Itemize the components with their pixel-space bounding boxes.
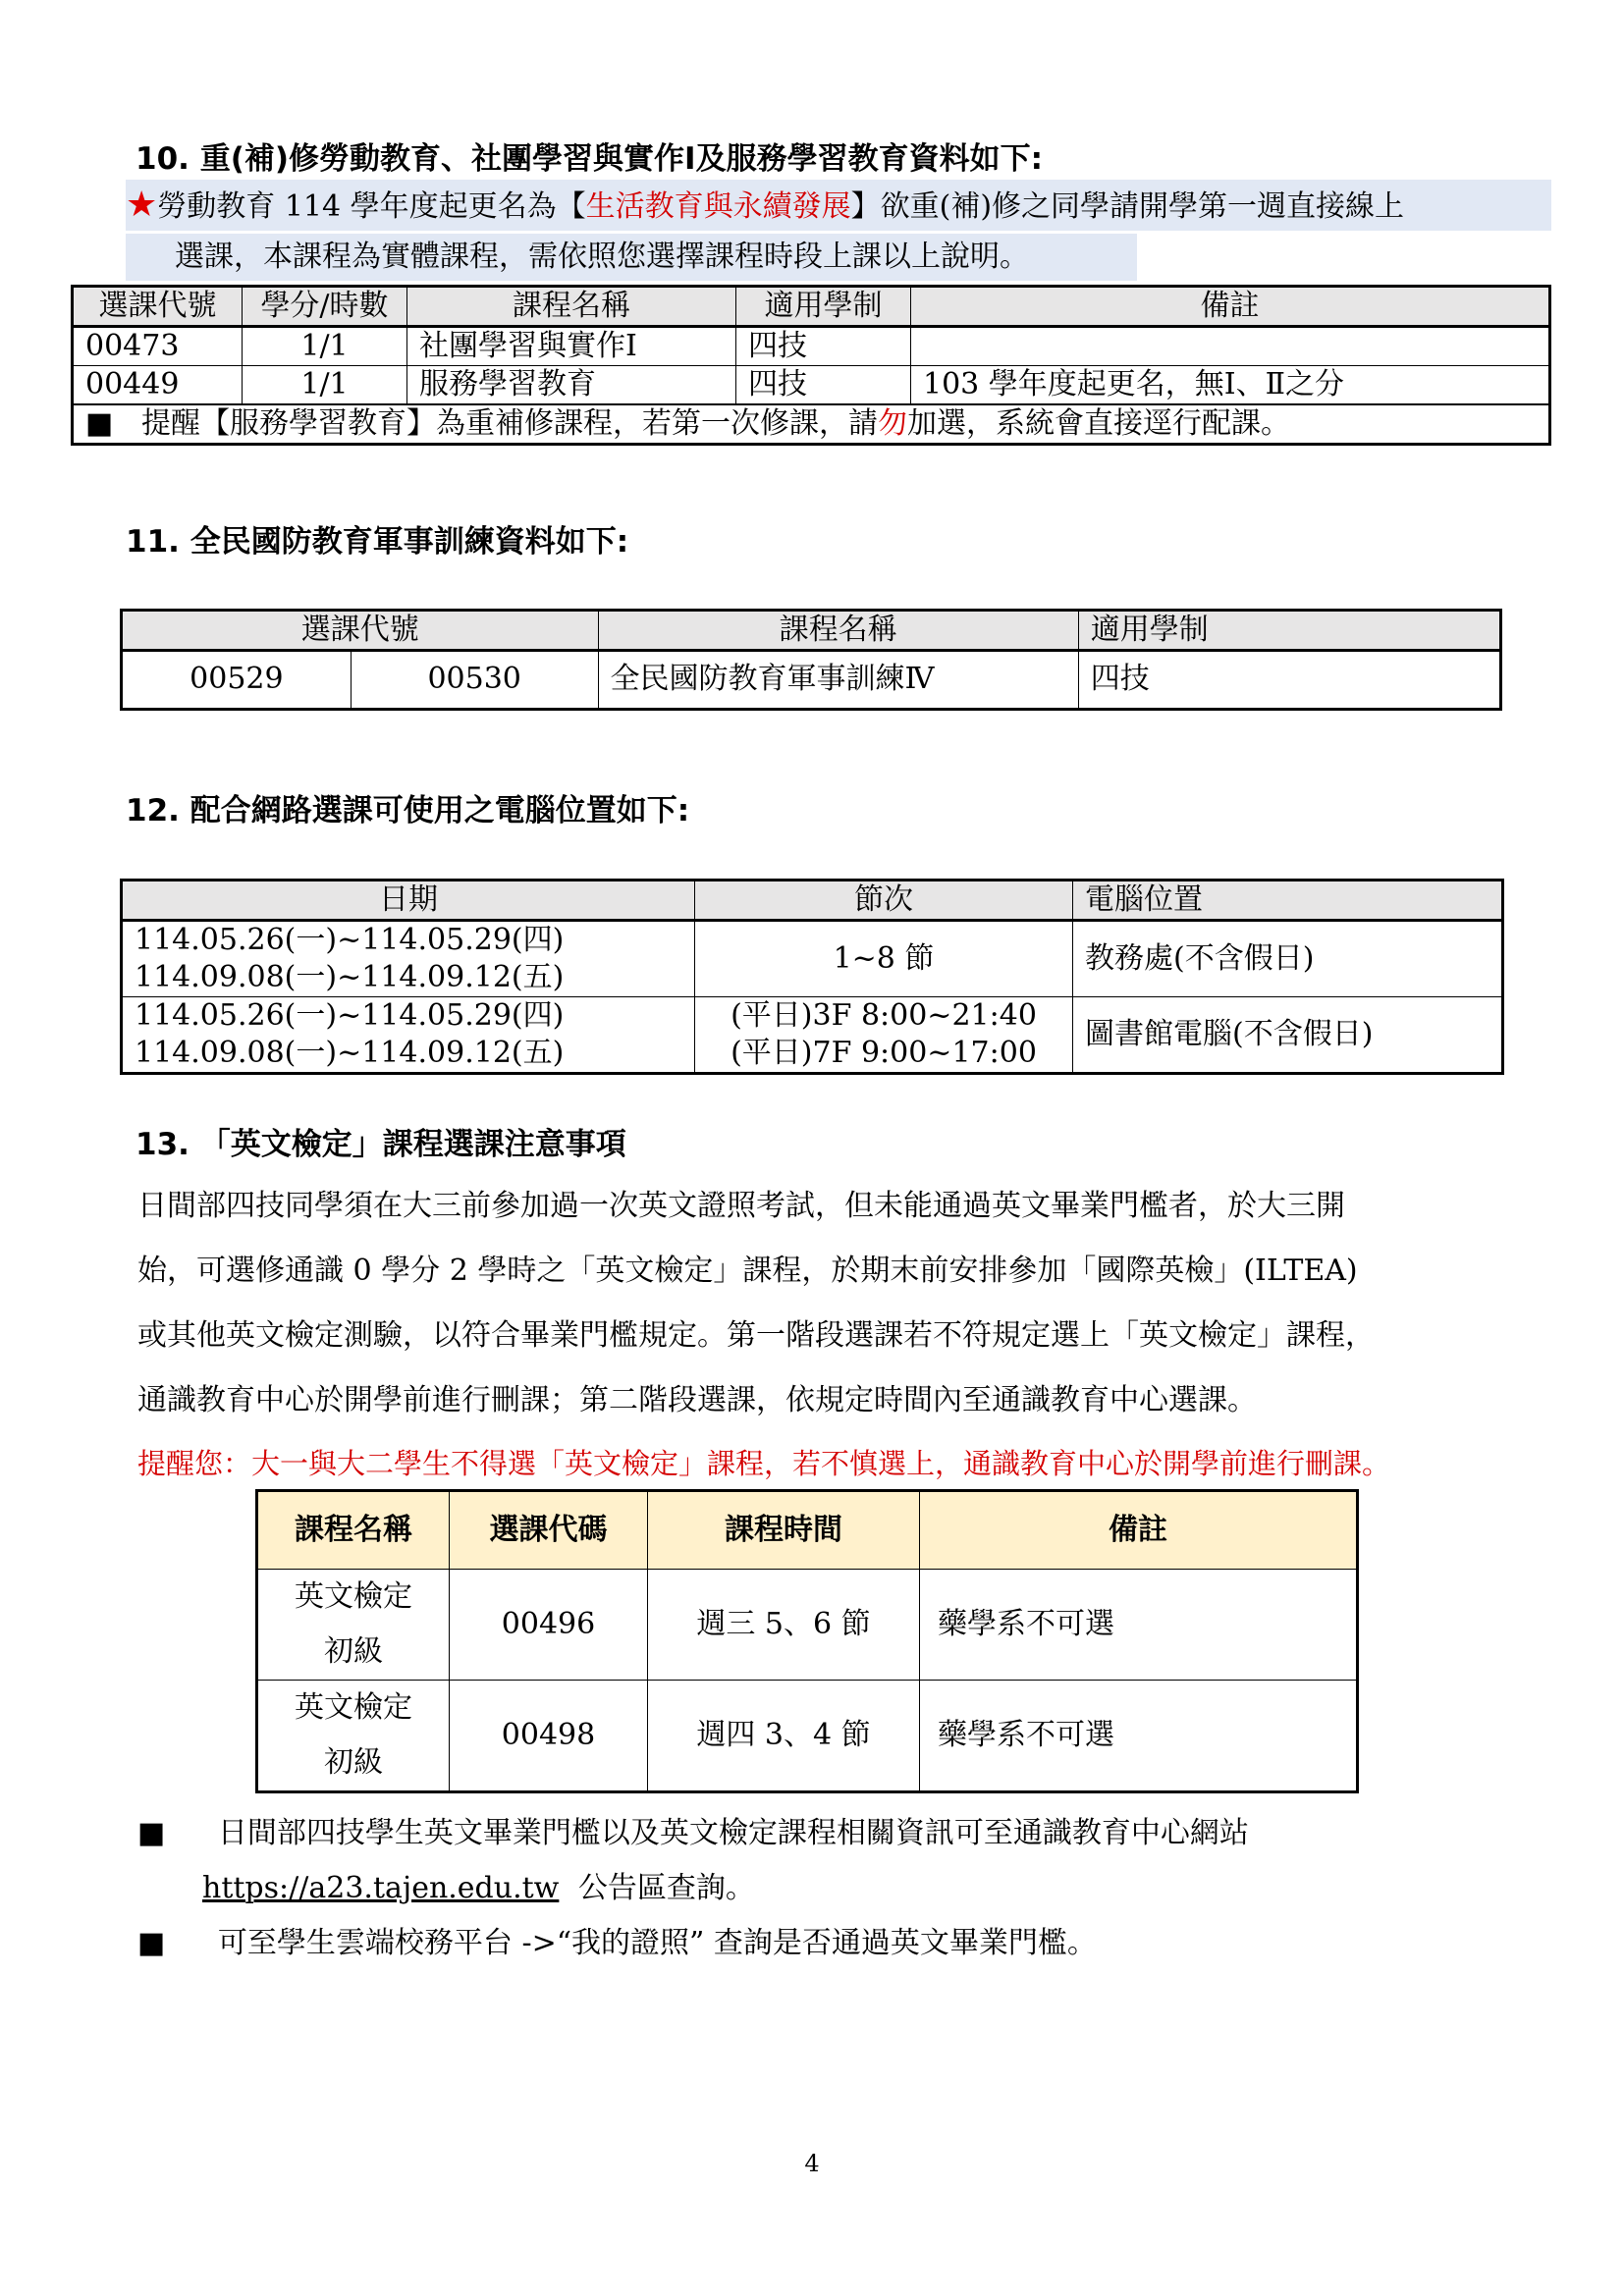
table-row: [257, 1681, 1358, 1792]
list-item: [137, 1806, 1249, 1861]
cell-name: 社團學習與實作Ⅰ: [407, 326, 736, 365]
header-program: 適用學制: [736, 287, 911, 327]
reminder-text-a: 提醒【服務學習教育】為重補修課程，若第一次修課，請: [140, 406, 878, 441]
header-course-code: 選課代碼: [450, 1491, 648, 1570]
cell-remarks: 藥學系不可選: [920, 1681, 1358, 1792]
date-line-2: 114.09.08(一)~114.09.12(五): [135, 959, 565, 994]
cell-period: [695, 920, 1073, 996]
cell-program: 四技: [736, 326, 911, 365]
table-row: [257, 1570, 1358, 1681]
defense-education-table: [120, 609, 1502, 711]
cell-remarks: 藥學系不可選: [920, 1570, 1358, 1681]
header-remarks: 備註: [920, 1491, 1358, 1570]
header-credits: 學分/時數: [243, 287, 407, 327]
header-course-name: 課程名稱: [407, 287, 736, 327]
first-second-year-warning: 提醒您：大一與大二學生不得選「英文檢定」課程，若不慎選上，通識教育中心於開學前進行刪課。: [137, 1447, 1391, 1480]
section-13-title: 13. 「英文檢定」課程選課注意事項: [135, 1127, 626, 1162]
cell-time: 週四 3、4 節: [648, 1681, 920, 1792]
english-test-table: [255, 1489, 1359, 1793]
english-test-paragraph: [137, 1174, 1375, 1433]
note-text-b: 】欲重(補)修之同學請開學第一週直接線上: [850, 189, 1405, 224]
cell-period: [695, 996, 1073, 1073]
bullet-list: [137, 1806, 1249, 1971]
period-line-1: (平日)3F 8:00~21:40: [731, 998, 1037, 1033]
reminder-cell: [73, 404, 1550, 444]
cell-location: 圖書館電腦(不含假日): [1073, 996, 1503, 1073]
cell-remarks: 103 學年度起更名，無Ⅰ、Ⅱ之分: [911, 365, 1550, 404]
retake-course-table: [71, 285, 1551, 446]
cell-location: 教務處(不含假日): [1073, 920, 1503, 996]
bullet-text: 日間部四技學生英文畢業門檻以及英文檢定課程相關資訊可至通識教育中心網站: [217, 1816, 1249, 1850]
header-program: 適用學制: [1078, 611, 1500, 651]
header-course-time: 課程時間: [648, 1491, 920, 1570]
reminder-text-red: 勿: [877, 406, 907, 441]
section-10-title: 10. 重(補)修勞動教育、社團學習與實作Ⅰ及服務學習教育資料如下:: [135, 141, 1043, 177]
cell-program: 四技: [1078, 650, 1500, 709]
cell-credits: 1/1: [243, 365, 407, 404]
labor-education-note-line2: 選課，本課程為實體課程，需依照您選擇課程時段上課以上說明。: [126, 234, 1137, 281]
cell-date: [122, 996, 695, 1073]
cell-program: 四技: [736, 365, 911, 404]
computer-location-table: [120, 879, 1504, 1075]
header-location: 電腦位置: [1073, 881, 1503, 921]
labor-education-note: [126, 180, 1551, 231]
website-link[interactable]: https://a23.tajen.edu.tw: [202, 1871, 560, 1905]
cell-code: 00473: [73, 326, 243, 365]
table-header-row: [257, 1491, 1358, 1570]
reminder-row: [73, 404, 1550, 444]
note-text-a: 勞動教育 114 學年度起更名為【: [157, 189, 586, 224]
cell-remarks: [911, 326, 1550, 365]
section-11-title: 11. 全民國防教育軍事訓練資料如下:: [126, 524, 629, 560]
header-course-code: 選課代號: [73, 287, 243, 327]
cell-code: 00498: [450, 1681, 648, 1792]
header-course-name: 課程名稱: [257, 1491, 450, 1570]
paragraph-line: 日間部四技同學須在大三前參加過一次英文證照考試，但未能通過英文畢業門檻者，於大三開: [137, 1189, 1345, 1223]
header-period: 節次: [695, 881, 1073, 921]
bullet-icon: ■: [85, 406, 114, 441]
list-item-continuation: [137, 1861, 1249, 1916]
cell-date: [122, 920, 695, 996]
cell-code: 00496: [450, 1570, 648, 1681]
date-line-2: 114.09.08(一)~114.09.12(五): [135, 1035, 565, 1070]
table-header-row: [122, 881, 1503, 921]
table-header-row: [73, 287, 1550, 327]
page-number: 4: [804, 2150, 820, 2177]
bullet-text-tail: 公告區查詢。: [577, 1871, 755, 1905]
cell-name: [257, 1681, 450, 1792]
period-line-2: (平日)7F 9:00~17:00: [731, 1035, 1037, 1070]
name-line-1: 英文檢定: [295, 1690, 412, 1725]
paragraph-line: 通識教育中心於開學前進行刪課；第二階段選課，依規定時間內至通識教育中心選課。: [137, 1383, 1257, 1417]
table-row: [73, 326, 1550, 365]
cell-name: 服務學習教育: [407, 365, 736, 404]
star-icon: ★: [126, 185, 158, 225]
paragraph-line: 或其他英文檢定測驗，以符合畢業門檻規定。第一階段選課若不符規定選上「英文檢定」課程，: [137, 1318, 1375, 1353]
name-line-2: 初級: [324, 1745, 383, 1780]
date-line-1: 114.05.26(一)~114.05.29(四): [135, 923, 565, 957]
name-line-2: 初級: [324, 1634, 383, 1669]
paragraph-line: 始，可選修通識 0 學分 2 學時之「英文檢定」課程，於期末前安排參加「國際英檢」(ILTEA): [137, 1254, 1358, 1288]
cell-time: 週三 5、6 節: [648, 1570, 920, 1681]
header-date: 日期: [122, 881, 695, 921]
cell-code-1: 00529: [122, 650, 352, 709]
bullet-text: 可至學生雲端校務平台 ->“我的證照” 查詢是否通過英文畢業門檻。: [217, 1926, 1097, 1960]
period-line-1: 1~8 節: [833, 940, 935, 976]
note-text-red: 生活教育與永續發展: [585, 189, 851, 224]
header-remarks: 備註: [911, 287, 1550, 327]
table-row: [122, 996, 1503, 1073]
cell-name: [257, 1570, 450, 1681]
table-row: [122, 920, 1503, 996]
header-course-name: 課程名稱: [598, 611, 1078, 651]
reminder-text-b: 加選，系統會直接逕行配課。: [906, 406, 1290, 441]
cell-code-2: 00530: [351, 650, 598, 709]
cell-name: 全民國防教育軍事訓練Ⅳ: [598, 650, 1078, 709]
bullet-icon: ■: [137, 1816, 166, 1850]
cell-code: 00449: [73, 365, 243, 404]
cell-credits: 1/1: [243, 326, 407, 365]
table-row: [122, 650, 1501, 709]
name-line-1: 英文檢定: [295, 1579, 412, 1614]
section-12-title: 12. 配合網路選課可使用之電腦位置如下:: [126, 793, 690, 828]
date-line-1: 114.05.26(一)~114.05.29(四): [135, 998, 565, 1033]
header-course-code: 選課代號: [122, 611, 599, 651]
table-row: [73, 365, 1550, 404]
table-header-row: [122, 611, 1501, 651]
list-item: [137, 1916, 1249, 1971]
bullet-icon: ■: [137, 1926, 166, 1960]
